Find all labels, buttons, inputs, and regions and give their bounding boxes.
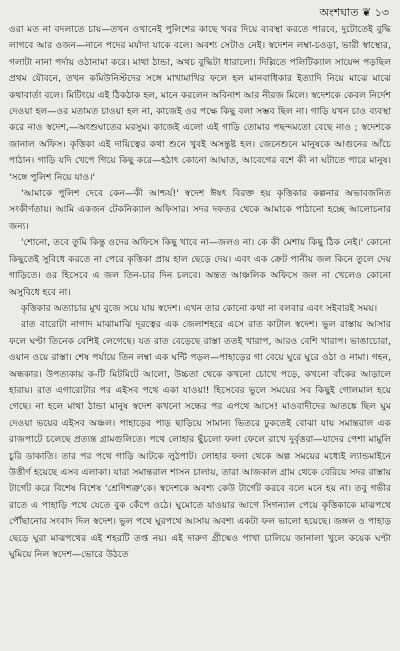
running-header: অংশঘাত ❦ ১৩ — [319, 6, 389, 19]
paragraph: 'আমাকে পুলিশ দেবে কেন—কী আশ্চর্য!' স্বদেশ ঈষৎ বিরক্ত হয় কৃত্তিকার কল্পনার অভাবজনিত সংকীর্ণতায়। আমি একজন টেকনিক্যাল অফিসার। সদর দফতর থেকে আমাকে পাঠানো হচ্ছে আলোচনার জন্য। — [9, 188, 391, 232]
paragraph: রাত বারোটা নাগাদ মাঝামাঝি দূরত্বের এক জেলাশহরে এসে রাত কাটাল স্বদেশ। ভুল রাস্তায় আসার ফলে ঘণ্টা তিনেক বেশিই লেগেছে। যত রাত বেড়েছে রাস্তা ততই খারাপ, আরও বেশি খারাপ। ভাঙাচোরা, ওয়ান ওয়ে রাস্তা। শেষ পর্যায়ে তিন লম্বা এক ঘন্টি পড়ল—পাহাড়ের গা বেয়ে ঘুরে ঘুরে ওঠা ও নামা। গহন, অন্ধকার। উপত্যকায় ক-টি মিটমিটে আলো, উচ্চতা থেকে কখনো চোখে পড়ে, কখনো বাঁকের আড়ালে হারায়। রাত এগারোটার পর এইসব পথে একা যাওয়া! হিসেবের ভুলে সময়ের সব কিছুই গোলমাল হয়ে গেছে। না হলে মাথা ঠান্ডা মানুষ স্বদেশ কখনো সন্ধের পর এপথে আসে! মাওবাদীদের আতঙ্কে ছিল ঘুম দেওয়া ভয়ের এইসব অঞ্চল। পাহাড়ের পাড় ছাড়িয়ে সামান্য ভিতরে ঢুকতেই বোঝা যায় সমান্তরাল এক রাজপাটে চলেছে প্রত্যন্ত গ্রামগুলিতে। পথে লোহার ছুঁচলো ফলা ফেলে রাখে দুর্বৃত্তরা—যাদের পেশা মামুলি চুরি ডাকাতি। তার পর পথে গাড়ি আটকে লুঠপাট। লোহার ফলা থেকে অল্প সময়ের মধ্যেই ল্যান্ডমাইনে উত্তীর্ণ হয়েছে এসব এলাকা। যারা সমান্তরাল শাসন চালায়, তারা আজকাল গ্রাম থেকে বেরিয়ে সদর রাস্তায় টার্গেট করে বিশেষ বিশেষ 'শ্রেণিশত্রু'কে। স্বদেশকে অবশ্য কেউ টার্গেট করবে বলে মনে হয় না। তবু গভীর রাতে এ পাহাড়ি পথে যেতে বুক কেঁপে ওঠে। ঘুমোতে যাওয়ার আগে সিগন্যাল পেয়ে কৃত্তিকাকে মাঝপথে পৌঁছানোর সংবাদ দিল স্বদেশ। ভুল পথে ঘুরপথে আসায় অবশ্য একটা ফল ভালো হয়েছে। জঙ্গল ও পাহাড় ছেড়ে ঘুরা মাঝপথের এই শহরটি তপ্ত নয়। এই দারুণ গ্রীষ্মেও পাখা চালিয়ে জানালা খুলে কয়েক ঘণ্টা ঘুমিয়ে নিল স্বদেশ—ভোরে উঠতে — [9, 319, 391, 560]
paragraph: কৃত্তিকার অত্যাচার মুখ বুজে সয়ে যায় স্বদেশ। এখন তার কোনো কথা না বলবার এবং সইবারই সময়। — [21, 302, 378, 314]
paragraph: ওরা মত না বদলাতে চায়—তখন ওখানেই পুলিশের কাছে খবর দিয়ে ব্যবস্থা করতে পারবে, দুটোতেই বুদ্ধি লাগবে আর ওজন—নানে পদের মর্যাদা যাকে বলে। অবশ্য সেটাও নেই। স্বদেশন লম্বা-চওড়া, ভারী স্বাস্থ্যের, গলাটা নানা পর্দায় ওঠানামা করে। মাথা ঠান্ডা, অথচ বুদ্ধিটা ধারালো। দিল্লিতে পলিটিক্যাল সায়েন্স পড়ছিল প্রথম যৌবনে, তখন কমিউনিস্টদের সঙ্গে মাখামাখির ফলে হল মানবাধিকার ইত্যাদি নিয়ে মাঝে মাঝে কথাবার্তা বলে। মিটিংয়ে এই ঠিকঠাক হল, মানে করলেন অবিনাশ আর নীরজ মিলে। স্বদেশকে কেবল নির্দেশ দেওয়া হল—ওর মতামত চাওয়া হল না, কাজেই ওর পক্ষে কিছু বলা সম্ভব ছিল না। গাড়ি যখন চাও ব্যবস্থা করে নাও স্বদেশ,—অংশুঘাতের মরসুম। কাজেই এলো এই গাড়ি তোমার পছন্দমতো বেছে নাও ; স্বদেশকে জানাল অফিস। কৃত্তিকা এই দায়িত্বের কথা শুনে খুবই অসন্তুষ্ট হল। জেনেশুনে মানুষকে আগুনের আঁচে পাঠান। গাড়ি যদি খেপে গিয়ে কিছু করে—হঠাৎ কোনো আঘাত, আবেগের বশে কী না ঘটাতে পারে মানুষ। 'সঙ্গে পুলিশ নিয়ে যাও।' — [9, 24, 391, 183]
paragraph: 'শোনো, তবে তুমি কিন্তু ওদের অফিসে কিছু খাবে না—জলও না। কে কী মেশায় কিছু ঠিক নেই।' কোনো কিছুতেই সুবিধে করতে না পেরে কৃত্তিকা প্রায় হাল ছেড়ে দেয়। এবং এক ক্রেট পানীয় জল কিনে তুলে দেয় গাড়িতে। ওর হিসেবে এ জল তিন-চার দিন চলবে। অন্তত আঞ্চলিক অফিসে জল না খেলেও কোনো অসুবিধে হবে না। — [9, 237, 391, 298]
page-body — [9, 22, 391, 563]
